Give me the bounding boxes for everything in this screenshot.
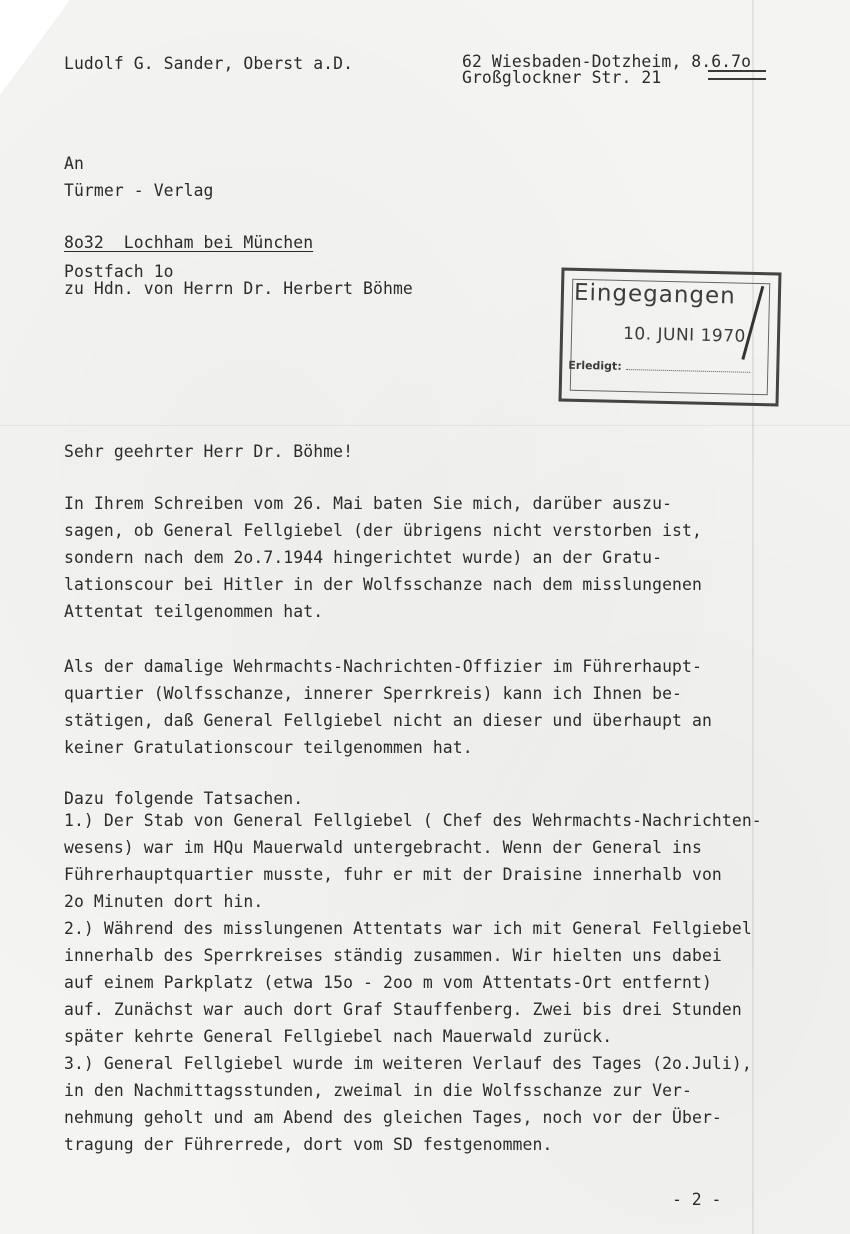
sender-street: Großglockner Str. 21 xyxy=(462,68,662,87)
stamp-date: 10. JUNI 1970 xyxy=(622,323,747,347)
recipient-prefix: An xyxy=(64,154,84,173)
salutation: Sehr geehrter Herr Dr. Böhme! xyxy=(64,442,354,461)
stamp-title: Eingegangen xyxy=(573,279,737,310)
paragraph-line: tragung der Führerrede, dort vom SD festgenommen. xyxy=(64,1135,553,1154)
paragraph-line: innerhalb des Sperrkreises ständig zusammen. Wir hielten uns dabei xyxy=(64,946,722,965)
paragraph-line: sondern nach dem 2o.7.1944 hingerichtet wurde) an der Gratu- xyxy=(64,548,663,567)
fold-crease-horizontal xyxy=(0,425,850,426)
paragraph-line: sagen, ob General Fellgiebel (der übrigens nicht verstorben ist, xyxy=(64,521,702,540)
date-underline-mark xyxy=(708,70,766,80)
fold-crease-vertical xyxy=(752,0,754,1234)
paragraph-line: In Ihrem Schreiben vom 26. Mai baten Sie mich, darüber auszu- xyxy=(64,494,673,513)
torn-corner xyxy=(0,0,70,95)
recipient-publisher: Türmer - Verlag xyxy=(64,181,214,200)
paragraph-line: wesens) war im HQu Mauerwald untergebracht. Wenn der General ins xyxy=(64,838,702,857)
recipient-city: 8o32 Lochham bei München xyxy=(64,233,314,252)
paragraph-line: 2o Minuten dort hin. xyxy=(64,892,264,911)
received-stamp xyxy=(559,268,782,407)
paragraph-line: in den Nachmittagsstunden, zweimal in die Wolfsschanze zur Ver- xyxy=(64,1081,692,1100)
page-number: - 2 - xyxy=(672,1190,722,1209)
recipient-attention: zu Hdn. von Herrn Dr. Herbert Böhme xyxy=(64,279,413,298)
paragraph-line: 3.) General Fellgiebel wurde im weiteren Verlauf des Tages (2o.Juli), xyxy=(64,1054,752,1073)
paragraph-line: auf. Zunächst war auch dort Graf Stauffenberg. Zwei bis drei Stunden xyxy=(64,1000,742,1019)
paragraph-line: keiner Gratulationscour teilgenommen hat. xyxy=(64,738,473,757)
paragraph-line: Dazu folgende Tatsachen. xyxy=(64,789,304,808)
paragraph-line: nehmung geholt und am Abend des gleichen Tages, noch vor der Über- xyxy=(64,1108,722,1127)
stamp-done-label: Erledigt: xyxy=(568,358,622,373)
paragraph-line: Als der damalige Wehrmachts-Nachrichten-Offizier im Führerhaupt- xyxy=(64,657,702,676)
place-and-date: 62 Wiesbaden-Dotzheim, 8.6.7o xyxy=(462,52,752,71)
paragraph-line: auf einem Parkplatz (etwa 15o - 2oo m vom Attentats-Ort entfernt) xyxy=(64,973,712,992)
sender-name: Ludolf G. Sander, Oberst a.D. xyxy=(64,54,354,73)
paragraph-line: stätigen, daß General Fellgiebel nicht an dieser und überhaupt an xyxy=(64,711,712,730)
paragraph-line: Attentat teilgenommen hat. xyxy=(64,602,324,621)
paragraph-line: quartier (Wolfsschanze, innerer Sperrkreis) kann ich Ihnen be- xyxy=(64,684,683,703)
paragraph-line: Führerhauptquartier musste, fuhr er mit der Draisine innerhalb von xyxy=(64,865,722,884)
paragraph-line: lationscour bei Hitler in der Wolfsschanze nach dem misslungenen xyxy=(64,575,702,594)
recipient-po-box: Postfach 1o xyxy=(64,262,174,281)
paragraph-line: 2.) Während des misslungenen Attentats war ich mit General Fellgiebel xyxy=(64,919,752,938)
paragraph-line: später kehrte General Fellgiebel nach Mauerwald zurück. xyxy=(64,1027,613,1046)
paragraph-line: 1.) Der Stab von General Fellgiebel ( Chef des Wehrmachts-Nachrichten- xyxy=(64,811,762,830)
